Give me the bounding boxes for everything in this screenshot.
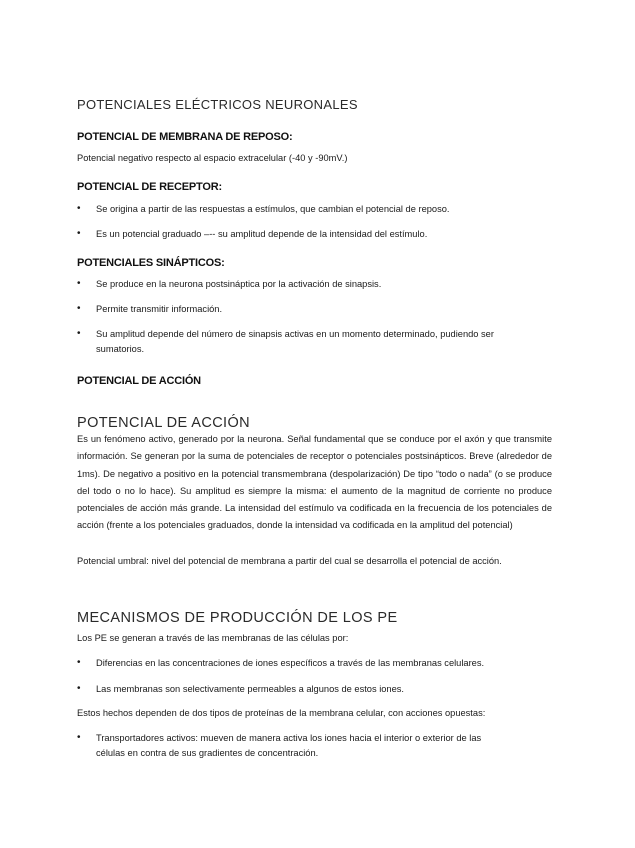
list-item-text: Las membranas son selectivamente permeables a algunos de estos iones. <box>96 684 405 694</box>
bullet-icon: • <box>77 683 81 694</box>
section-title-mecanismos: MECANISMOS DE PRODUCCIÓN DE LOS PE <box>77 610 398 626</box>
list-item-text: Diferencias en las concentraciones de iones específicos a través de las membranas celulares. <box>96 658 485 668</box>
heading-membrana-reposo: POTENCIAL DE MEMBRANA DE REPOSO: <box>77 131 293 143</box>
list-item-text: Permite transmitir información. <box>96 304 223 314</box>
text-reposo: Potencial negativo respecto al espacio extracelular (-40 y -90mV.) <box>77 153 348 163</box>
section-title-potencial-accion: POTENCIAL DE ACCIÓN <box>77 415 251 431</box>
heading-receptor: POTENCIAL DE RECEPTOR: <box>77 181 222 193</box>
heading-potencial-accion: POTENCIAL DE ACCIÓN <box>77 375 201 387</box>
list-item-text-cont: sumatorios. <box>96 344 145 354</box>
paragraph-potencial-accion: Es un fenómeno activo, generado por la neurona. Señal fundamental que se conduce por el axón y que transmite información. Se generan por la suma de potenciales de receptor o potenciales postsinápticos. Breve (alrededor de 1ms). De negativo a positivo en la potencial transmembrana (despolarización) De tipo “todo o nada” (o se produce del todo o no lo hace). Su amplitud es siempre la misma: el aumento de la magnitud de corriente no produce potenciales de acción más grande. La intensidad del estímulo va codificada en la frecuencia de los potenciales de acción (frente a los potenciales graduados, donde la intensidad va codificada en la amplitud del potencial) <box>77 434 552 531</box>
list-item-text: Se produce en la neurona postsináptica por la activación de sinapsis. <box>96 279 382 289</box>
list-item-text-cont: células en contra de sus gradientes de concentración. <box>96 748 319 758</box>
list-item-text: Transportadores activos: mueven de manera activa los iones hacia el interior o exterior de las <box>96 733 482 743</box>
paragraph-umbral: Potencial umbral: nivel del potencial de membrana a partir del cual se desarrolla el potencial de acción. <box>77 556 502 566</box>
list-item-text: Su amplitud depende del número de sinapsis activas en un momento determinado, pudiendo ser <box>96 329 494 339</box>
list-item-text: Es un potencial graduado –-- su amplitud depende de la intensidad del estímulo. <box>96 229 428 239</box>
bullet-icon: • <box>77 328 81 339</box>
bullet-icon: • <box>77 203 81 214</box>
text-proteinas: Estos hechos dependen de dos tipos de proteínas de la membrana celular, con acciones opuestas: <box>77 708 486 718</box>
bullet-icon: • <box>77 303 81 314</box>
bullet-icon: • <box>77 228 81 239</box>
text-intro-pe: Los PE se generan a través de las membranas de las células por: <box>77 633 349 643</box>
bullet-icon: • <box>77 732 81 743</box>
heading-sinapticos: POTENCIALES SINÁPTICOS: <box>77 257 225 269</box>
bullet-icon: • <box>77 657 81 668</box>
section-title-potenciales: POTENCIALES ELÉCTRICOS NEURONALES <box>77 97 358 112</box>
bullet-icon: • <box>77 278 81 289</box>
list-item-text: Se origina a partir de las respuestas a estímulos, que cambian el potencial de reposo. <box>96 204 450 214</box>
